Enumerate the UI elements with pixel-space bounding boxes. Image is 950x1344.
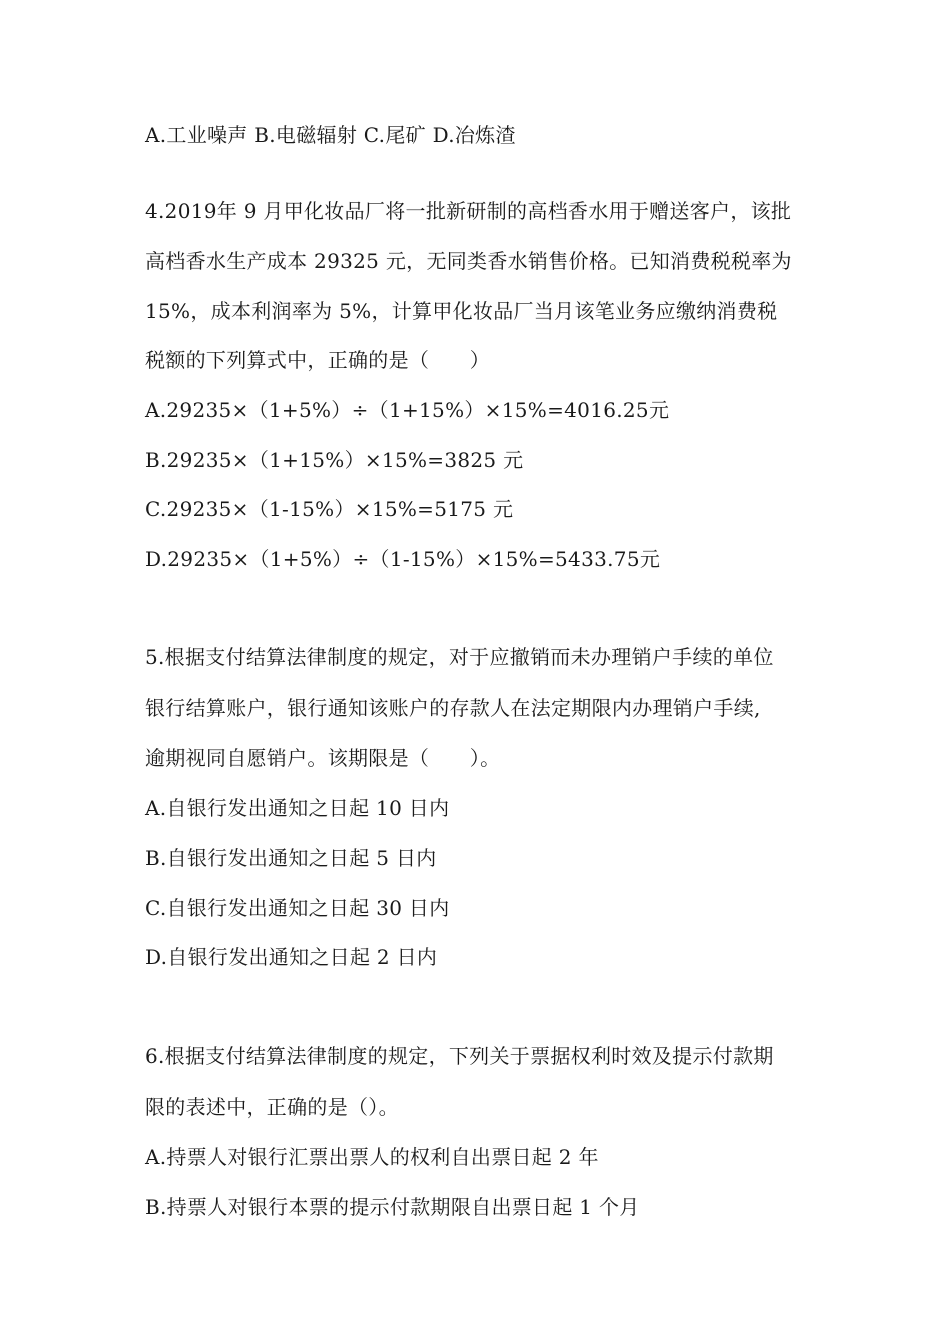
q6-option-b: B.持票人对银行本票的提示付款期限自出票日起 1 个月 (145, 1195, 640, 1219)
q6-option-a: A.持票人对银行汇票出票人的权利自出票日起 2 年 (145, 1145, 599, 1169)
q4-stem-line-4: 税额的下列算式中，正确的是（ ） (145, 348, 491, 372)
q5-option-b: B.自银行发出通知之日起 5 日内 (145, 846, 437, 870)
q5-option-d: D.自银行发出通知之日起 2 日内 (145, 945, 438, 969)
q4-option-b: B.29235×（1+15%）×15%=3825 元 (145, 448, 524, 472)
q4-option-a: A.29235×（1+5%）÷（1+15%）×15%=4016.25元 (145, 398, 670, 422)
q5-option-a: A.自银行发出通知之日起 10 日内 (145, 796, 450, 820)
q6-stem-line-2: 限的表述中，正确的是（）。 (145, 1095, 399, 1119)
q4-stem-line-2: 高档香水生产成本 29325 元，无同类香水销售价格。已知消费税税率为 (145, 249, 792, 273)
q5-stem-line-1: 5.根据支付结算法律制度的规定，对于应撤销而未办理销户手续的单位 (145, 645, 774, 669)
q4-option-d: D.29235×（1+5%）÷（1-15%）×15%=5433.75元 (145, 547, 661, 571)
q4-stem-line-3: 15%，成本利润率为 5%，计算甲化妆品厂当月该笔业务应缴纳消费税 (145, 299, 778, 323)
q3-options-line: A.工业噪声 B.电磁辐射 C.尾矿 D.冶炼渣 (145, 123, 516, 147)
q4-option-c: C.29235×（1-15%）×15%=5175 元 (145, 497, 514, 521)
q5-option-c: C.自银行发出通知之日起 30 日内 (145, 896, 450, 920)
q5-stem-line-3: 逾期视同自愿销户。该期限是（ ）。 (145, 746, 501, 770)
q4-stem-line-1: 4.2019年 9 月甲化妆品厂将一批新研制的高档香水用于赠送客户，该批 (145, 199, 792, 223)
q6-stem-line-1: 6.根据支付结算法律制度的规定，下列关于票据权利时效及提示付款期 (145, 1044, 774, 1068)
q5-stem-line-2: 银行结算账户，银行通知该账户的存款人在法定期限内办理销户手续, (145, 696, 761, 720)
